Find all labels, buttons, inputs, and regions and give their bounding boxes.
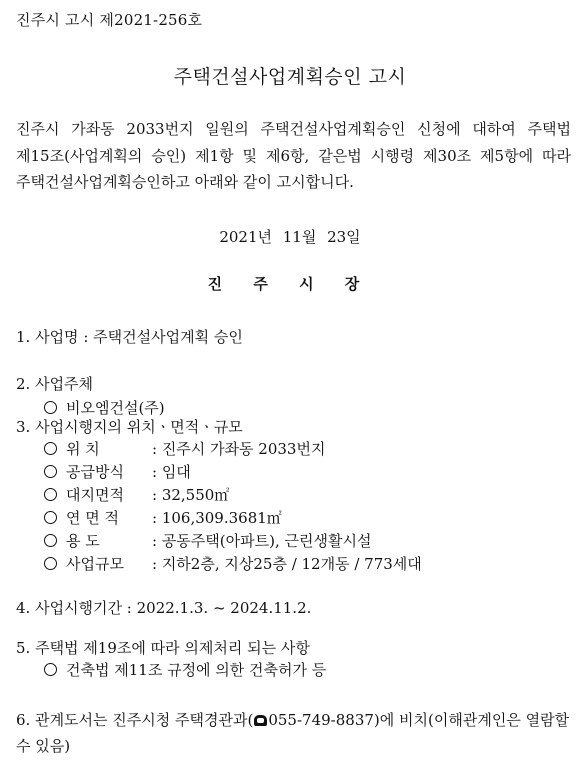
item-label: 대지면적 [66,486,124,504]
circle-bullet-icon [44,663,57,676]
deemed-item: 건축법 제11조 규정에 의한 건축허가 등 [66,661,327,679]
intro-paragraph: 진주시 가좌동 2033번지 일원의 주택건설사업계획승인 신청에 대하여 주택법 제15조(사업계획의 승인) 제1항 및 제6항, 같은법 시행령 제30조 제5항에 따라 주택건설사업계획승인하고 아래와 같이 고시합니다. [16,120,571,191]
issuing-authority: 진 주 시 장 [207,275,373,293]
notice-date: 2021년 11월 23일 [219,228,361,246]
item-value: : 진주시 가좌동 2033번지 [152,440,326,458]
circle-bullet-icon [44,557,57,570]
item-label: 위 치 [66,440,100,458]
item-label: 연 면 적 [66,509,120,527]
item-label: 공급방식 [66,463,124,481]
phone-icon [254,715,267,726]
circle-bullet-icon [44,442,57,455]
circle-bullet-icon [44,534,57,547]
item-value: : 공동주택(아파트), 근린생활시설 [152,532,372,550]
section-3-item-supply [44,461,191,482]
section-2-heading: 2. 사업주체 [16,375,94,393]
section-3-item-site-area [44,484,229,505]
item-value: : 임대 [152,463,191,481]
circle-bullet-icon [44,488,57,501]
item-label: 용 도 [66,532,100,550]
documents-text-end: )에 비치(이해관계인은 열람할 수 있음) [16,711,570,755]
document-title: 주택건설사업계획승인 고시 [173,66,407,88]
item-value: : 지하2층, 지상25층 / 12개동 / 773세대 [152,555,422,573]
developer-name: 비오엠건설(주) [66,399,165,417]
section-5-item [44,659,326,680]
notice-number: 진주시 고시 제2021-256호 [16,11,203,29]
section-3-item-usage [44,530,371,551]
item-value: : 32,550㎡ [152,486,230,504]
section-3-heading: 3. 사업시행지의 위치ㆍ면적ㆍ규모 [16,418,243,436]
section-4-period: 4. 사업시행기간 : 2022.1.3. ~ 2024.11.2. [16,599,312,617]
circle-bullet-icon [44,511,57,524]
section-5-heading: 5. 주택법 제19조에 따라 의제처리 되는 사항 [16,639,310,657]
section-2-item [44,397,165,418]
circle-bullet-icon [44,465,57,478]
section-1-project-name: 1. 사업명 : 주택건설사업계획 승인 [16,328,243,346]
section-3-item-location [44,438,325,459]
item-value: : 106,309.3681㎡ [152,509,282,527]
item-label: 사업규모 [66,555,124,573]
section-3-item-scale [44,553,422,574]
phone-number: 055-749-8837 [268,711,374,729]
section-6-documents [16,707,571,759]
documents-text-start: 6. 관계도서는 진주시청 주택경관과( [16,711,254,729]
section-3-item-floor-area [44,507,282,528]
circle-bullet-icon [44,401,57,414]
